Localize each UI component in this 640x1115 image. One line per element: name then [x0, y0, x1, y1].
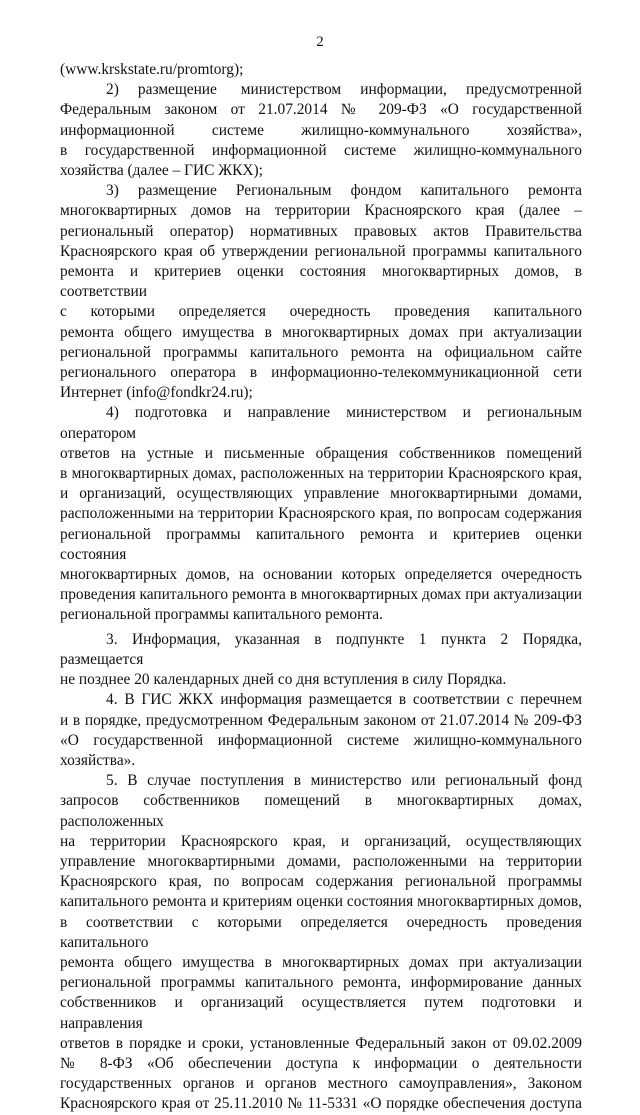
- text-line: информационной системе жилищно-коммунального хозяйства»,: [60, 121, 582, 139]
- text-line: проведения капитального ремонта в многоквартирных домах при актуализации: [60, 586, 582, 604]
- text-line: региональной программы капитального ремонта на официальном сайте: [60, 343, 582, 361]
- text-line: 3. Информация, указанная в подпункте 1 пункта 2 Порядка, размещается: [60, 630, 582, 668]
- text-line: Интернет (info@fondkr24.ru);: [60, 384, 253, 402]
- document-body: [60, 60, 582, 1115]
- text-line: многоквартирных домов, на основании которых определяется очередность: [60, 566, 582, 584]
- text-line: и организаций, осуществляющих управление многоквартирными домами,: [60, 485, 582, 503]
- text-line: Федеральным законом от 21.07.2014 № 209-ФЗ «О государственной: [60, 101, 582, 119]
- text-line: хозяйства (далее – ГИС ЖКХ);: [60, 162, 263, 180]
- text-line: ответов на устные и письменные обращения собственников помещений: [60, 444, 582, 462]
- text-line: № 8-ФЗ «Об обеспечении доступа к информации о деятельности: [60, 1054, 582, 1072]
- text-line: Красноярского края от 25.11.2010 № 11-5331 «О порядке обеспечения доступа: [60, 1095, 582, 1113]
- text-line: управление многоквартирными домами, расположенными на территории: [60, 852, 582, 870]
- text-line: в многоквартирных домах, расположенных на территории Красноярского края,: [60, 465, 582, 483]
- text-line: Красноярского края, по вопросам содержания региональной программы: [60, 873, 582, 891]
- text-line: 4) подготовка и направление министерством и региональным оператором: [60, 404, 582, 442]
- text-line: с которыми определяется очередность проведения капитального: [60, 303, 582, 321]
- text-line: регионального оператора в информационно-телекоммуникационной сети: [60, 364, 582, 382]
- text-line: запросов собственников помещений в многоквартирных домах, расположенных: [60, 792, 582, 830]
- text-line: 4. В ГИС ЖКХ информация размещается в соответствии с перечнем: [106, 691, 582, 709]
- text-line: многоквартирных домов на территории Красноярского края (далее –: [60, 202, 582, 220]
- text-line: и в порядке, предусмотренном Федеральным законом от 21.07.2014 № 209-ФЗ: [60, 711, 582, 729]
- text-line: ремонта и критериев оценки состояния многоквартирных домов, в соответствии: [60, 263, 582, 301]
- text-line: в соответствии с которыми определяется очередность проведения капитального: [60, 913, 582, 951]
- text-line: Красноярского края об утверждении региональной программы капитального: [60, 242, 582, 260]
- text-line: 2) размещение министерством информации, предусмотренной: [106, 81, 582, 99]
- text-line: капитального ремонта и критериям оценки состояния многоквартирных домов,: [60, 893, 582, 911]
- text-line: ответов в порядке и сроки, установленные Федеральный закон от 09.02.2009: [60, 1034, 582, 1052]
- text-line: в государственной информационной системе жилищно-коммунального: [60, 141, 582, 159]
- text-line: региональной программы капитального ремонта и критериев оценки состояния: [60, 525, 582, 563]
- page-number: 2: [316, 34, 324, 50]
- text-line: региональной программы капитального ремонта, информирование данных: [60, 974, 582, 992]
- text-line: государственных органов и органов местного самоуправления», Законом: [60, 1075, 582, 1093]
- text-line: региональный оператор) нормативных правовых актов Правительства: [60, 222, 582, 240]
- text-line: 3) размещение Региональным фондом капитального ремонта: [106, 182, 582, 200]
- text-line: не позднее 20 календарных дней со дня вступления в силу Порядка.: [60, 671, 507, 689]
- text-line: региональной программы капитального ремонта.: [60, 606, 383, 624]
- text-line: 5. В случае поступления в министерство или региональный фонд: [106, 772, 582, 790]
- text-line: ремонта общего имущества в многоквартирных домах при актуализации: [60, 953, 582, 971]
- text-line: на территории Красноярского края, и организаций, осуществляющих: [60, 832, 582, 850]
- text-line: «О государственной информационной системе жилищно-коммунального: [60, 731, 582, 749]
- text-line: расположенными на территории Красноярского края, по вопросам содержания: [60, 505, 582, 523]
- text-line: ремонта общего имущества в многоквартирных домах при актуализации: [60, 323, 582, 341]
- text-line: собственников и организаций осуществляется путем подготовки и направления: [60, 994, 582, 1032]
- text-line: (www.krskstate.ru/promtorg);: [60, 61, 244, 78]
- text-line: хозяйства».: [60, 751, 136, 769]
